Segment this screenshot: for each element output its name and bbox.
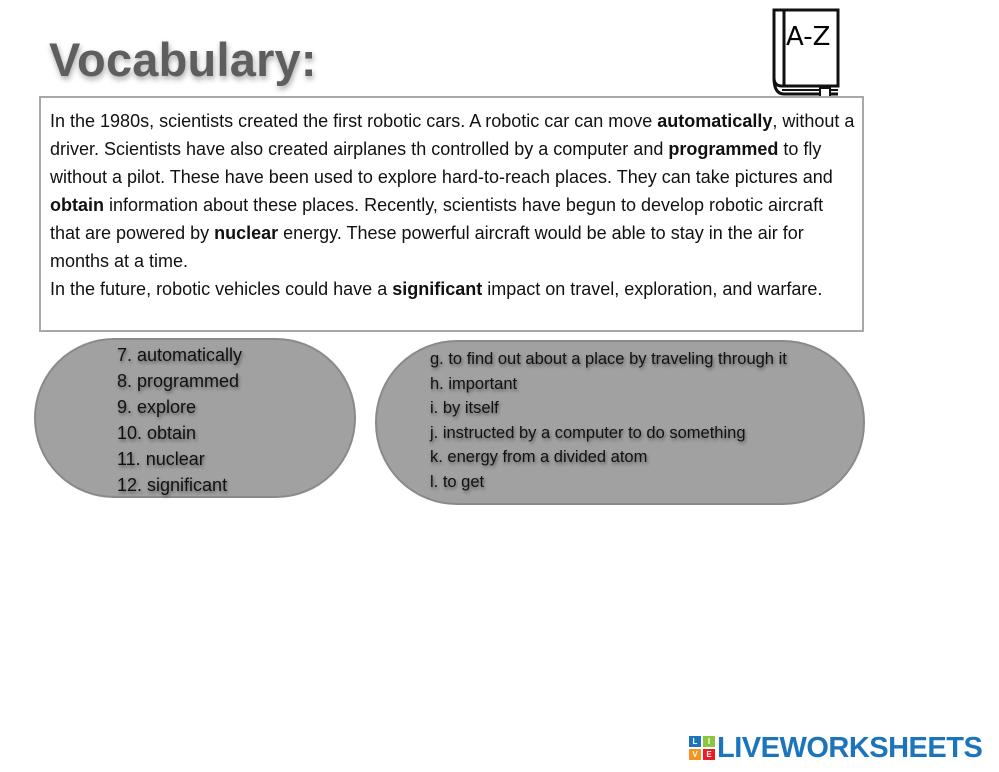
passage-text: In the 1980s, scientists created the first robotic cars. A robotic car can move automatically, without a driver. Scientists have also created airplanes th controlled by a computer and programmed to fly without a pilot. These have been used to explore hard-to-reach places. They can take pictures and obtain information about these places. Recently, scientists have begun to develop robotic aircraft that are powered by nuclear energy. These powerful aircraft would be able to stay in the air for months at a time. In the future, robotic vehicles could have a significant impact on travel, exploration, and warfare. xyxy=(50,111,855,299)
word-item[interactable]: 11. nuclear xyxy=(117,449,205,469)
vocab-word: obtain xyxy=(50,195,104,215)
page-title: Vocabulary: xyxy=(49,33,317,86)
vocab-word: automatically xyxy=(657,111,773,131)
word-list xyxy=(117,342,242,498)
liveworksheets-logo xyxy=(689,732,982,764)
definition-item[interactable]: j. instructed by a computer to do something xyxy=(430,423,746,442)
definition-item[interactable]: k. energy from a divided atom xyxy=(430,448,648,467)
definition-item[interactable]: h. important xyxy=(430,374,518,393)
definition-item[interactable]: g. to find out about a place by traveling through it xyxy=(430,350,787,368)
word-item[interactable]: 7. automatically xyxy=(117,345,243,365)
logo-text: LIVEWORKSHEETS xyxy=(717,731,983,764)
word-item[interactable]: 12. significant xyxy=(117,475,228,495)
reading-passage xyxy=(39,96,864,332)
definition-list xyxy=(430,347,787,495)
logo-mark-icon: L I V E xyxy=(689,736,715,760)
word-item[interactable]: 8. programmed xyxy=(117,371,240,391)
definition-item[interactable]: i. by itself xyxy=(430,399,499,418)
vocab-word: significant xyxy=(392,279,483,299)
definition-item[interactable]: l. to get xyxy=(430,472,485,491)
word-item[interactable]: 9. explore xyxy=(117,397,197,417)
az-label: A-Z xyxy=(786,22,831,52)
vocab-word: programmed xyxy=(668,139,779,159)
az-book-icon xyxy=(768,6,842,100)
vocab-word: nuclear xyxy=(214,223,279,243)
word-item[interactable]: 10. obtain xyxy=(117,423,197,443)
